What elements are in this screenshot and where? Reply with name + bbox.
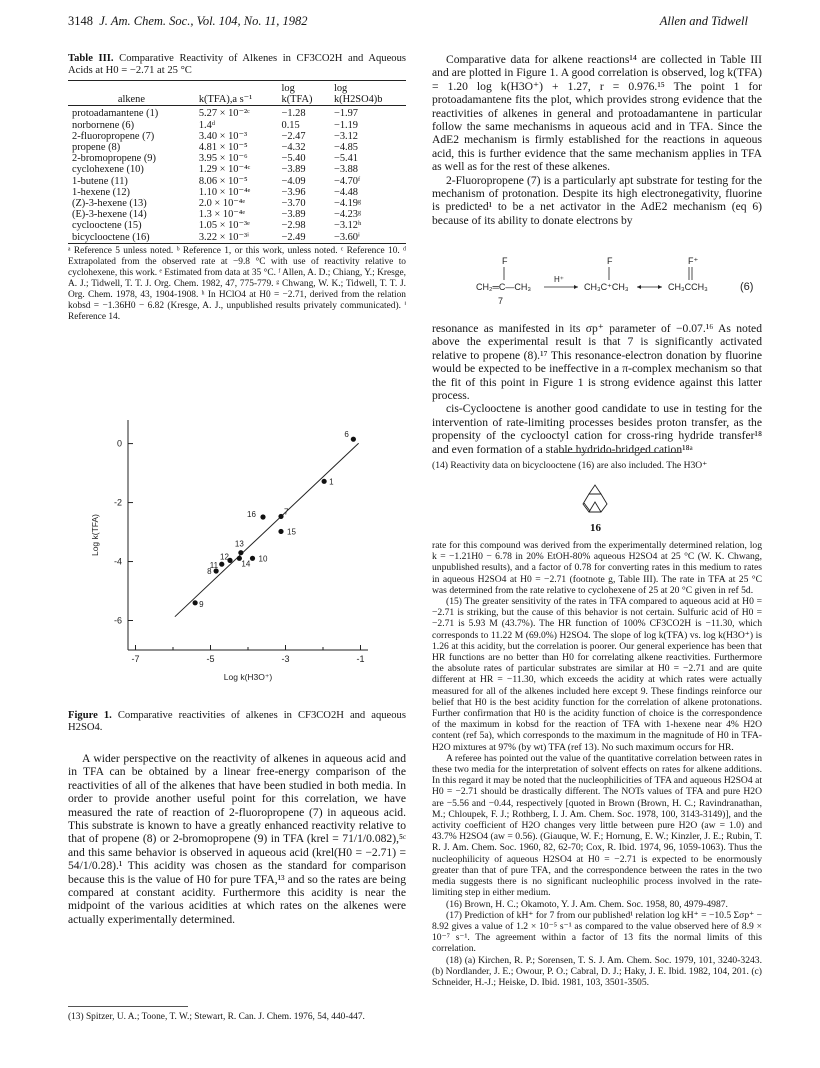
table-cell-log-tfa: −4.32 [281,142,306,154]
col-header-logk-h2so4-2: k(H2SO4)b [333,94,383,106]
y-tick-label: -6 [113,615,122,626]
x-axis-label: Log k(H3O⁺) [223,672,273,682]
table-row [68,108,406,119]
table-row [68,232,406,244]
table-cell-alkene: 1-butene (11) [72,175,128,187]
footnote-16: (16) Brown, H. C.; Okamoto, Y. J. Am. Chem. Soc. 1958, 80, 4979-4987. [446,898,728,910]
table-cell-log-tfa: −3.89 [281,209,306,221]
table-cell-alkene: cyclohexene (10) [72,164,144,176]
body-paragraph-fluoropropene: 2-Fluoropropene (7) is a particularly apt substrate for testing for the mechanism of protonation. Despite its high electronegativity, fluorine is predicted¹ to be a net activator in the AdE2 mechanism (eq 6) because of its ability to donate electrons by [432,173,762,227]
compound-16-label: 16 [590,522,601,534]
table-cell-log-h2so4: −4.19ᵍ [333,198,362,210]
data-point-label: 1 [329,477,334,487]
eq-product1-f-label: F [607,256,613,266]
journal-citation: J. Am. Chem. Soc., Vol. 104, No. 11, 1982 [99,14,308,28]
data-point-label: 8 [207,566,212,576]
running-header-left [68,14,307,29]
footnote-15: (15) The greater sensitivity of the rates in TFA compared to aqueous acid at H0 = −2.71 is striking, but the cause of this behavior is not certain. Sulfuric acid of H0 = −2.71 is 5.93 M (43.7%). The HR function of 100% CF3CO2H is −11.30, which corresponds to 11.22 M (69.0%) H2SO4. The slope of log k(TFA) vs. log k(H3O⁺) is 1.26 at this acidity, but the correlation is poorer. Our general experience has been that HR functions are no better than H0 for correlating alkene reactivities. Furthermore the absolute rates of particular substrates are similar at H0 = −2.71 and are quite different at HR = −11.30, which exceeds the acidity at which rates were actually measured for all of the alkenes included here except 9. These findings reinforce our belief that H0 is the best acidity function for the correlation of alkene protonations. Further confirmation that H0 is the acidity function of choice is the correspondence of the maximum in kobsd for the reaction of TFA with 1-hexene near 4% H2O content (ref 5a), which corresponds to the maximum in the magnitude of H0 in TFA-H2O mixtures at 97% (by wt) TFA (ref 13). No such maximum occurs for HR. [432,596,762,753]
table-cell-k: 1.05 × 10⁻³ᵉ [198,220,250,232]
data-point [219,562,224,567]
y-axis-label: Log k(TFA) [90,513,100,557]
table-caption-text: Comparative Reactivity of Alkenes in CF3CO2H and Aqueous Acids at H0 = −2.71 at 25 °C [68,53,407,76]
table-cell-log-h2so4: −3.12 [333,130,358,142]
table-cell-k: 5.27 × 10⁻²ᶜ [198,108,250,120]
bicyclooctene-structure [575,480,615,520]
table-cell-log-h2so4: −3.88 [333,164,358,176]
data-point [278,514,283,519]
footnote-13: (13) Spitzer, U. A.; Toone, T. W.; Stewart, R. Can. J. Chem. 1976, 54, 440-447. [68,1012,365,1022]
data-point [250,556,255,561]
table-iii-block [68,53,406,323]
table-row [68,164,406,175]
col-header-k: k(TFA),a s⁻¹ [198,94,253,106]
data-point [322,479,327,484]
table-cell-alkene: norbornene (6) [72,119,135,131]
table-cell-log-tfa: −3.96 [281,186,306,198]
right-footnotes [432,540,762,988]
x-tick-label: -5 [206,654,215,664]
table-caption [68,53,406,77]
table-cell-log-h2so4: −4.48 [333,186,358,198]
table-row [68,153,406,164]
body-paragraph-cyclooctene: cis-Cyclooctene is another good candidate to use in testing for the intervention of rate-limiting processes besides proton transfer, as the propensity of the cyclooctyl cation for cross-ring hydride transfer¹⁸ and even formation of a stable hydrido-bridged cation¹⁸ᵃ [432,402,762,456]
table-cell-log-h2so4: −4.85 [333,142,358,154]
data-point-label: 6 [344,430,349,440]
figure-caption [68,710,406,734]
table-cell-log-tfa: −3.70 [281,198,306,210]
figure-1-plot [68,400,408,700]
eq-product2-f-label: F⁺ [688,256,699,266]
table-cell-alkene: cyclooctene (15) [72,220,142,232]
page-number: 3148 [68,14,93,28]
table-cell-alkene: 1-hexene (12) [72,186,130,198]
table-cell-alkene: 2-bromopropene (9) [72,153,156,165]
data-point-label: 16 [247,510,256,520]
eq-reactant: CH₂═C—CH₃ [476,282,532,292]
x-tick-label: -7 [131,654,140,664]
table-cell-log-tfa: 0.15 [281,119,300,131]
right-footnote-divider [560,452,680,453]
figure-caption-label: Figure 1. [68,710,112,721]
table-cell-k: 1.29 × 10⁻⁴ᶜ [198,164,251,176]
data-point-label: 9 [199,599,204,609]
table-row [68,198,406,209]
table-cell-log-h2so4: −1.19 [333,119,358,131]
data-point [278,529,283,534]
data-point-label: 14 [241,559,251,569]
equation-6 [432,256,762,306]
table-cell-log-tfa: −3.89 [281,164,306,176]
data-point [260,514,265,519]
table-cell-k: 2.0 × 10⁻⁴ᵉ [198,198,246,210]
right-column-mid [432,322,762,456]
table-cell-log-h2so4: −5.41 [333,153,358,165]
x-tick-label: -1 [356,654,365,664]
table-cell-alkene: (E)-3-hexene (14) [72,209,147,221]
right-column-top [432,53,762,227]
table-cell-k: 4.81 × 10⁻⁵ [198,142,248,154]
col-header-logk-tfa-2: k(TFA) [281,94,313,106]
table-cell-k: 3.95 × 10⁻⁶ [198,153,248,165]
x-tick-label: -3 [281,654,290,664]
data-point-label: 10 [258,554,268,564]
table-cell-log-tfa: −1.28 [281,108,306,120]
footnote-14-rest: rate for this compound was derived from the experimentally determined relation, log k = −1.21H0 − 6.78 in 20% EtOH-80% aqueous H2SO4 at 25 °C (W. K. Chwang, unpublished results), and a factor of 0.78 for converting rates in this medium to rates in aqueous H2SO4 at H0 = −2.71 (footnote g, Table III). The rate in TFA at 25 °C was determined from the rate relative to cyclohexene of 25 at 20 °C given in ref 5d. [432,540,762,596]
table-cell-k: 1.4ᵈ [198,119,216,131]
table-cell-alkene: (Z)-3-hexene (13) [72,198,147,210]
data-point-label: 15 [287,527,296,537]
data-point [238,550,243,555]
y-tick-label: -4 [113,556,122,567]
data-point [351,437,356,442]
col-header-logk-tfa-1: log [281,83,295,94]
figure-caption-text: Comparative reactivities of alkenes in CF3CO2H and aqueous H2SO4. [68,710,406,733]
table-row [68,131,406,142]
table-cell-alkene: protoadamantene (1) [72,108,159,120]
table-cell-alkene: 2-fluoropropene (7) [72,130,155,142]
data-point [193,600,198,605]
data-point-label: 11 [209,561,219,571]
data-point-label: 12 [220,552,229,562]
table-cell-log-h2so4: −1.97 [333,108,358,120]
body-paragraph-comparative-data: Comparative data for alkene reactions¹⁴ are collected in Table III and are plotted in Figure 1. A good correlation is observed, log k(TFA) = 1.20 log k(H3O⁺) + 1.27, r = 0.976.¹⁵ The point 1 for protoadamantene fits the plot, which provides strong evidence that the reactivities of alkenes in general and protoadamantene in particular follow the same mechanisms in aqueous acid and in TFA. Since the AdE2 mechanism is firmly established for the reactions in aqueous acid, this is further evidence that the same mechanism applies in TFA as well as for the rest of these alkenes. [432,53,762,174]
table-row [68,187,406,198]
eq-product2: CH₃CCH₃ [668,282,708,292]
footnote-14-intro: (14) Reactivity data on bicyclooctene (16) are also included. The H3O⁺ [432,460,708,471]
eq-product1: CH₃C⁺CH₃ [584,282,629,292]
col-header-alkene: alkene [117,94,145,106]
table-row [68,142,406,153]
table-cell-log-tfa: −2.47 [281,130,306,142]
table-cell-k: 3.40 × 10⁻³ [198,130,248,142]
table-cell-k: 8.06 × 10⁻⁵ [198,175,248,187]
table-cell-log-tfa: −4.09 [281,175,306,187]
running-header-authors: Allen and Tidwell [659,14,748,28]
table-cell-log-h2so4: −3.60ⁱ [333,231,360,243]
table-cell-log-h2so4: −4.23ᵍ [333,209,362,221]
eq-reactant-f-label: F [502,256,508,266]
table-cell-log-h2so4: −4.70ᶠ [333,175,361,187]
table-caption-label: Table III. [68,53,114,64]
data-point-label: 13 [234,539,244,549]
left-body-text [68,752,406,926]
eq-arrow-label: H⁺ [554,275,564,284]
eq-number: (6) [740,281,754,293]
footnote-15b: A referee has pointed out the value of the quantitative correlation between rates in these two media for the interpretation of solvent effects on rates for alkene additions. In this regard it may be noted that the nucleophilicities of TFA and aqueous H2SO4 at H0 = −2.71 should be drastically different. The NOTs values of TFA and pure H2O are −5.56 and −0.44, respectively [quoted in Brown (Brown, H. C.; Ravindranathan, M.; Chloupek, F. J.; Rothberg, I. J. Am. Chem. Soc. 1978, 100, 3143-3149)], and the activity coefficient of H2O changes very little between pure H2O (aw = 1.0) and 43.7% H2SO4 (aw = 0.56). (Giauque, W. F.; Hornung, E. W.; Kinzler, J. E.; Rubin, T. R. J. Am. Chem. Soc. 1960, 82, 62-70; Cox, R. Ibid. 1974, 96, 1059-1063). Thus the nucleophilicity of aqueous H2SO4 at H0 = −2.71 is expected to be enormously greater than that of pure TFA, and the correspondence between the rates in the two media suggests there is no significant nucleophilic process involved in the rate-limiting step in either medium. [432,752,762,899]
table-row [68,120,406,131]
table-cell-alkene: bicyclooctene (16) [72,231,150,243]
body-paragraph-linear-free-energy: A wider perspective on the reactivity of alkenes in aqueous acid and in TFA can be obtained by a linear free-energy comparison of the reactivities of all of the alkenes that have been studied in both media. In order to provide another useful point for this correlation, we have measured the rate of reaction of 2-fluoropropene (7) in aqueous acid. This substrate is known to have a greatly enhanced reactivity relative to that of propene (8) or 2-bromopropene (9) in TFA (krel = 71/1/0.082),⁵ᶜ and this same behavior is observed in aqueous acid (krel(H0 = −2.71) = 54/1/0.28).¹ This acidity was chosen as the standard for comparison because this is the value of H0 for pure TFA,¹³ and so the rates are being compared at constant acidity. Furthermore this acidity is near the midpoint of the various acidities at which rates on the alkenes were actually experimentally determined. [68,752,406,926]
table-cell-k: 1.10 × 10⁻⁴ᵉ [198,186,251,198]
table-row [68,176,406,187]
eq-compound-number: 7 [498,296,504,306]
table-footnotes: ᵃ Reference 5 unless noted. ᵇ Reference 1, or this work, unless noted. ᶜ Reference 10. ᵈ Extrapolated from the observed rate at −9.8 °C with use of reactivity relative to cyclohexene, this work. ᵉ Estimated from data at 35 °C. ᶠ Allen, A. D.; Chiang, Y.; Kresge, A. J.; Tidwell, T. T. J. Org. Chem. 1982, 47, 775-779. ᵍ Chwang, W. K.; Tidwell, T. T. J. Org. Chem. 1978, 43, 1904-1908. ʰ In HClO4 at H0 = −2.71, derived from the relation kobsd = −1.36H0 − 6.82 (Kresge, A. J., unpublished results privately communicated). ⁱ Reference 14. [68,245,406,322]
table-cell-log-tfa: −5.40 [281,153,306,165]
table-row [68,220,406,231]
table-cell-log-tfa: −2.49 [281,231,306,243]
table-cell-log-tfa: −2.98 [281,220,306,232]
footnote-17: (17) Prediction of kH⁺ for 7 from our published¹ relation log kH⁺ = −10.5 Σσp⁺ − 8.92 gives a value of 1.2 × 10⁻⁵ s⁻¹ as compared to the value observed here of 8.9 × 10⁻⁷ s⁻¹. The agreement within a factor of 13 fits the normal limits of this correlation. [432,909,762,955]
table-cell-k: 1.3 × 10⁻⁴ᵉ [198,209,246,221]
footnote-divider [68,1006,188,1007]
table-cell-k: 3.22 × 10⁻³ⁱ [198,231,249,243]
col-header-logk-h2so4-1: log [333,83,348,94]
footnote-18: (18) (a) Kirchen, R. P.; Sorensen, T. S. J. Am. Chem. Soc. 1979, 101, 3240-3243. (b) Nordlander, J. E.; Owour, P. O.; Cabral, D. J.; Haky, J. E. Ibid. 1982, 104, 201. (c) Schneider, H.-J.; Heiske, D. Ibid. 1981, 103, 3501-3505. [432,954,762,988]
reactivity-table [68,80,406,246]
y-tick-label: -2 [113,497,122,508]
table-cell-alkene: propene (8) [72,142,121,154]
table-cell-log-h2so4: −3.12ʰ [333,220,362,232]
body-paragraph-resonance: resonance as manifested in its σp⁺ parameter of −0.07.¹⁶ As noted above the experimental result is that 7 is significantly activated relative to propene (8).¹⁷ This resonance-electron donation by fluorine would be expected to be ineffective in a π-complex mechanism so that the fit of this point in Figure 1 is strong evidence against this latter process. [432,322,762,403]
data-point-label: 7 [284,507,289,517]
y-tick-label: 0 [116,438,122,449]
table-row [68,209,406,220]
fit-line [175,443,359,616]
